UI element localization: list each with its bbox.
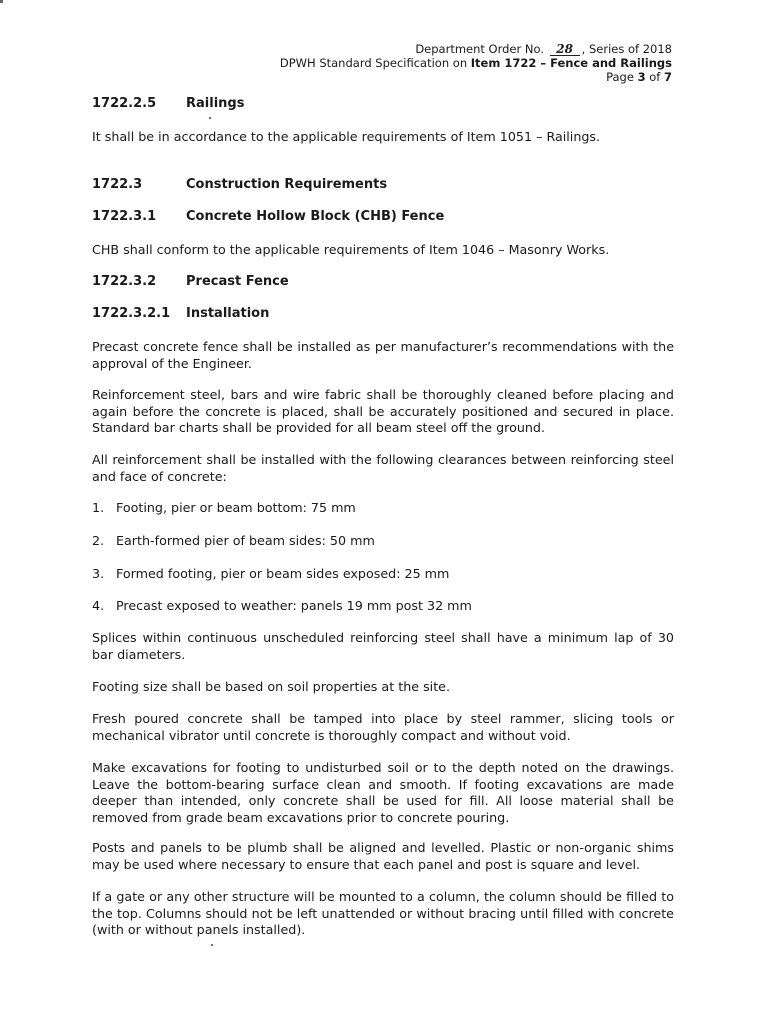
paragraph-installation: Precast concrete fence shall be installed as per manufacturer’s recommendations with the approval of the Engineer. [92, 339, 674, 371]
section-number: 1722.3.1 [92, 209, 157, 224]
list-number: 1. [92, 500, 105, 515]
header-order-suffix: , Series of 2018 [581, 42, 672, 56]
paragraph-reinforcement: Reinforcement steel, bars and wire fabric shall be thoroughly cleaned before placing and again before the concrete is placed, shall be accurately positioned and secured in place. Standard bar charts shall be provided for all beam steel off the ground. [92, 387, 674, 436]
section-heading-installation [92, 306, 269, 322]
paragraph-fresh-concrete: Fresh poured concrete shall be tamped into place by steel rammer, slicing tools or mechanical vibrator until concrete is thoroughly compact and without void. [92, 711, 674, 743]
scan-speck [209, 117, 211, 119]
list-number: 3. [92, 566, 105, 581]
header-page-current: 3 [637, 70, 646, 84]
header-page-of: of [645, 70, 664, 84]
list-text: Earth-formed pier of beam sides: 50 mm [116, 533, 375, 548]
section-number: 1722.3.2 [92, 274, 157, 289]
paragraph-posts-panels: Posts and panels to be plumb shall be aligned and levelled. Plastic or non-organic shims may be used where necessary to ensure that each panel and post is square and level. [92, 840, 674, 872]
paragraph-railings: It shall be in accordance to the applicable requirements of Item 1051 – Railings. [92, 129, 601, 144]
section-heading-construction [92, 177, 387, 193]
paragraph-clearances: All reinforcement shall be installed with the following clearances between reinforcing steel and face of concrete: [92, 452, 674, 484]
list-text: Footing, pier or beam bottom: 75 mm [116, 500, 356, 515]
header-order-line [280, 42, 672, 56]
paragraph-splices: Splices within continuous unscheduled reinforcing steel shall have a minimum lap of 30 bar diameters. [92, 630, 674, 662]
section-number: 1722.3 [92, 177, 143, 192]
list-text: Precast exposed to weather: panels 19 mm post 32 mm [116, 598, 472, 613]
section-title: Concrete Hollow Block (CHB) Fence [186, 209, 445, 224]
list-text: Formed footing, pier or beam sides exposed: 25 mm [116, 566, 450, 581]
header-spec-line [280, 56, 672, 70]
section-heading-chb-fence [92, 209, 444, 225]
section-number: 1722.3.2.1 [92, 306, 171, 321]
handwritten-order-number: 28 [550, 43, 580, 56]
header-page-line [280, 70, 672, 84]
list-item [92, 533, 674, 550]
section-number: 1722.2.5 [92, 96, 157, 111]
paragraph-footing-size: Footing size shall be based on soil properties at the site. [92, 679, 451, 694]
section-title: Precast Fence [186, 274, 289, 289]
header-page-total: 7 [663, 70, 672, 84]
header-order-prefix: Department Order No. [415, 42, 544, 56]
scan-speck [211, 944, 213, 946]
list-item [92, 598, 674, 615]
header-spec-item: Item 1722 – Fence and Railings [470, 56, 672, 70]
list-item [92, 566, 674, 583]
page-header [280, 42, 672, 84]
list-number: 2. [92, 533, 105, 548]
scan-artifact [0, 0, 3, 3]
paragraph-excavations: Make excavations for footing to undisturbed soil or to the depth noted on the drawings. Leave the bottom-bearing surface clean and smooth. If footing excavations are made deeper than intended, only concrete shall be used for fill. All loose material shall be removed from grade beam excavations prior to concrete pouring. [92, 760, 674, 825]
paragraph-gate-column: If a gate or any other structure will be mounted to a column, the column should be filled to the top. Columns should not be left unattended or without bracing until filled with concrete (with or without panels installed). [92, 889, 674, 938]
list-item [92, 500, 674, 517]
section-heading-precast-fence [92, 274, 289, 290]
paragraph-chb: CHB shall conform to the applicable requirements of Item 1046 – Masonry Works. [92, 242, 610, 257]
section-title: Construction Requirements [186, 177, 388, 192]
header-page-label: Page [606, 70, 638, 84]
section-heading-railings [92, 96, 244, 112]
list-number: 4. [92, 598, 105, 613]
section-title: Railings [186, 96, 245, 111]
header-spec-prefix: DPWH Standard Specification on [279, 56, 471, 70]
section-title: Installation [186, 306, 270, 321]
